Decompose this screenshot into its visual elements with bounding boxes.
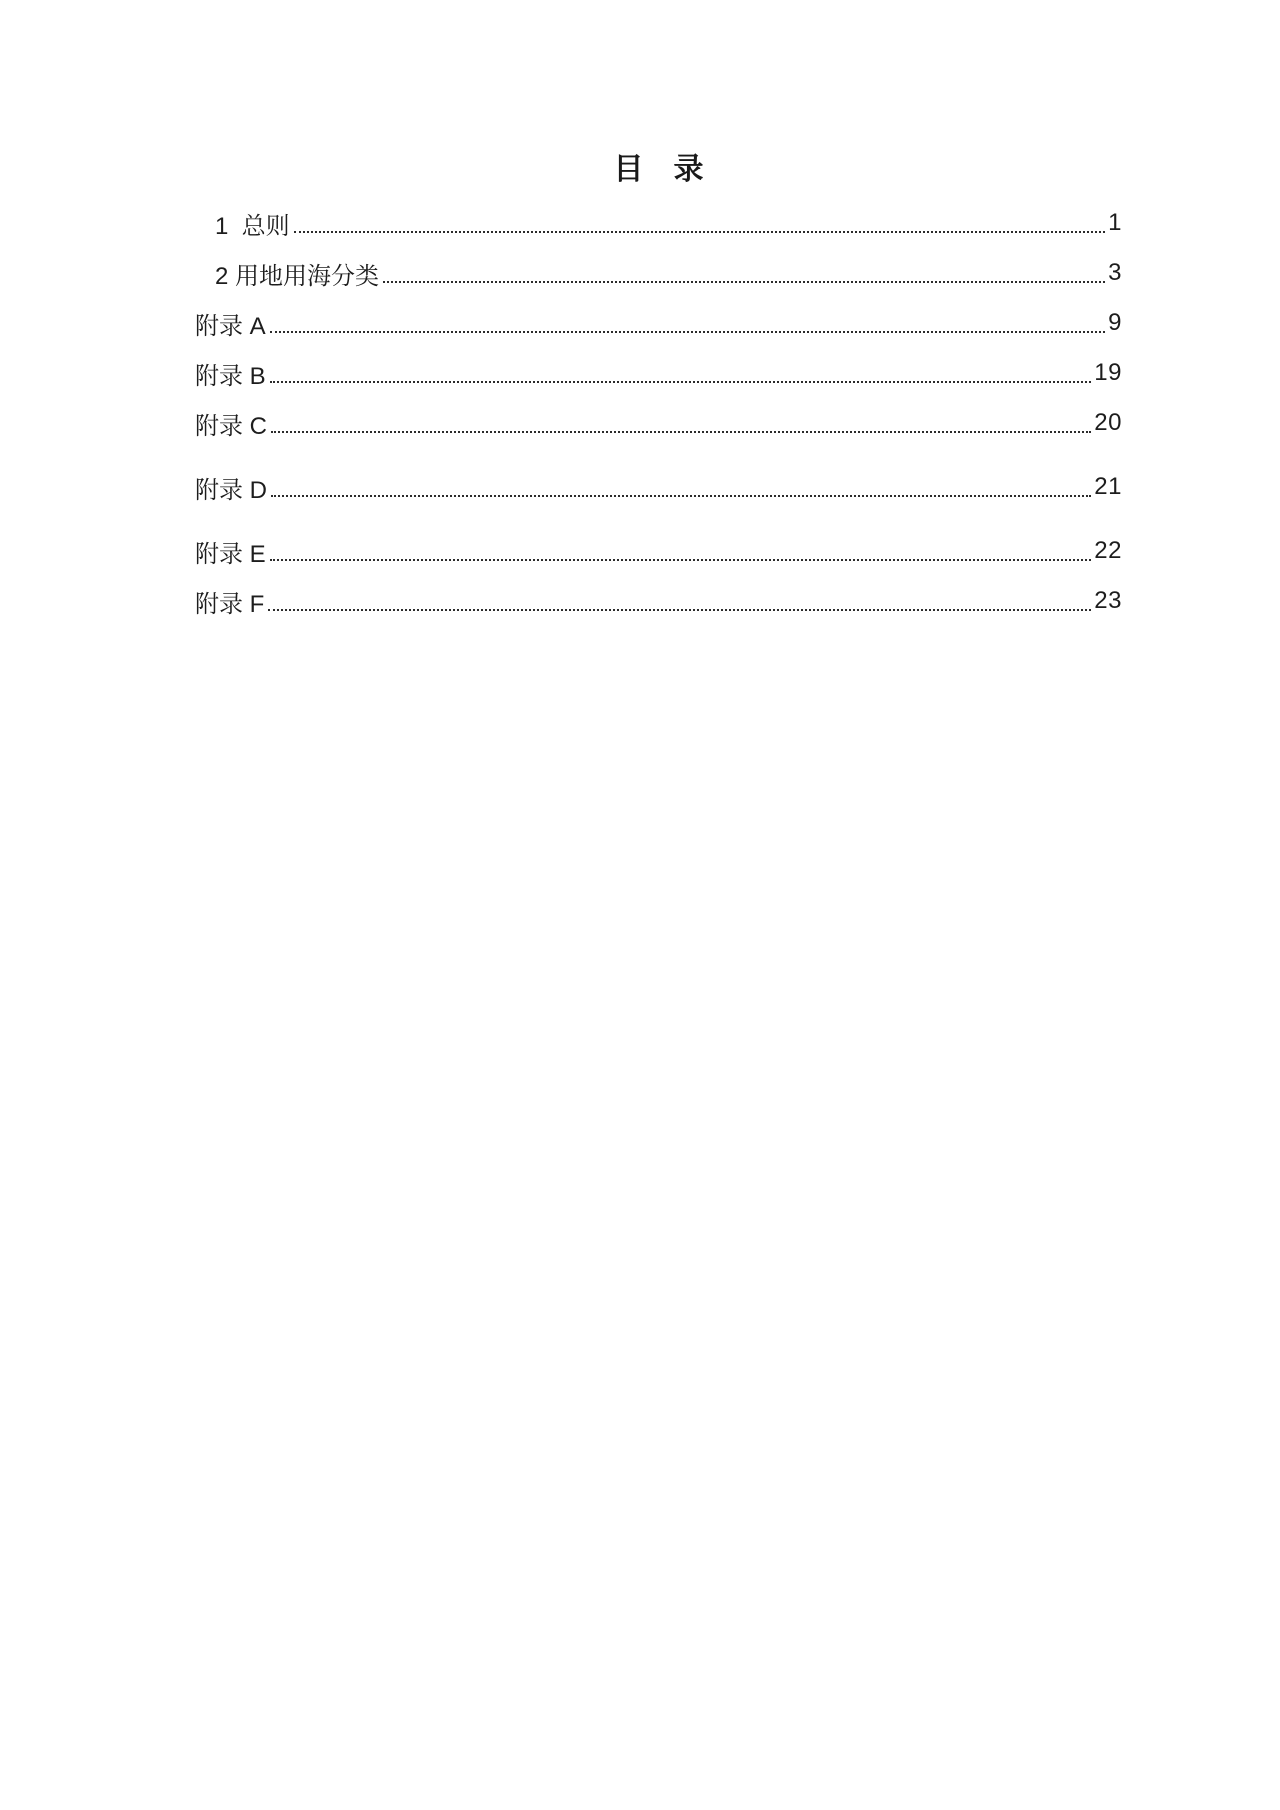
toc-entry-page: 19 [1094,359,1122,386]
dot-leader [383,264,1105,283]
toc-entry-label: 附录 A [195,312,266,340]
toc-entry-page: 22 [1094,537,1122,564]
toc-entry-page: 21 [1094,473,1122,500]
toc-entry-label: 2 用地用海分类 [215,262,380,290]
dot-leader [268,592,1091,611]
dot-leader [270,542,1092,561]
toc-entry-page: 23 [1094,587,1122,614]
toc-entry-general-rules [195,198,1122,248]
toc-entry-label: 附录 D [195,476,267,504]
toc-entry-appendix-c [195,398,1122,448]
toc-entry-page: 1 [1108,209,1122,236]
toc-entry-label: 附录 C [195,412,267,440]
dot-leader [271,478,1091,497]
toc-list [195,198,1122,626]
dot-leader [270,364,1092,383]
toc-title: 目 录 [613,153,704,186]
dot-leader [270,314,1105,333]
toc-entry-page: 20 [1094,409,1122,436]
toc-entry-land-sea-classification [195,248,1122,298]
toc-entry-appendix-d [195,462,1122,512]
toc-entry-appendix-a [195,298,1122,348]
toc-entry-appendix-e [195,526,1122,576]
toc-entry-label: 附录 E [195,540,266,568]
toc-content [0,0,1280,626]
toc-entry-label: 附录 B [195,362,266,390]
toc-entry-label: 附录 F [195,590,265,618]
toc-entry-page: 3 [1108,259,1122,286]
toc-entry-appendix-b [195,348,1122,398]
toc-entry-label: 1 总则 [215,212,290,240]
dot-leader [271,414,1091,433]
dot-leader [294,214,1105,233]
toc-entry-page: 9 [1108,309,1122,336]
toc-entry-appendix-f [195,576,1122,626]
